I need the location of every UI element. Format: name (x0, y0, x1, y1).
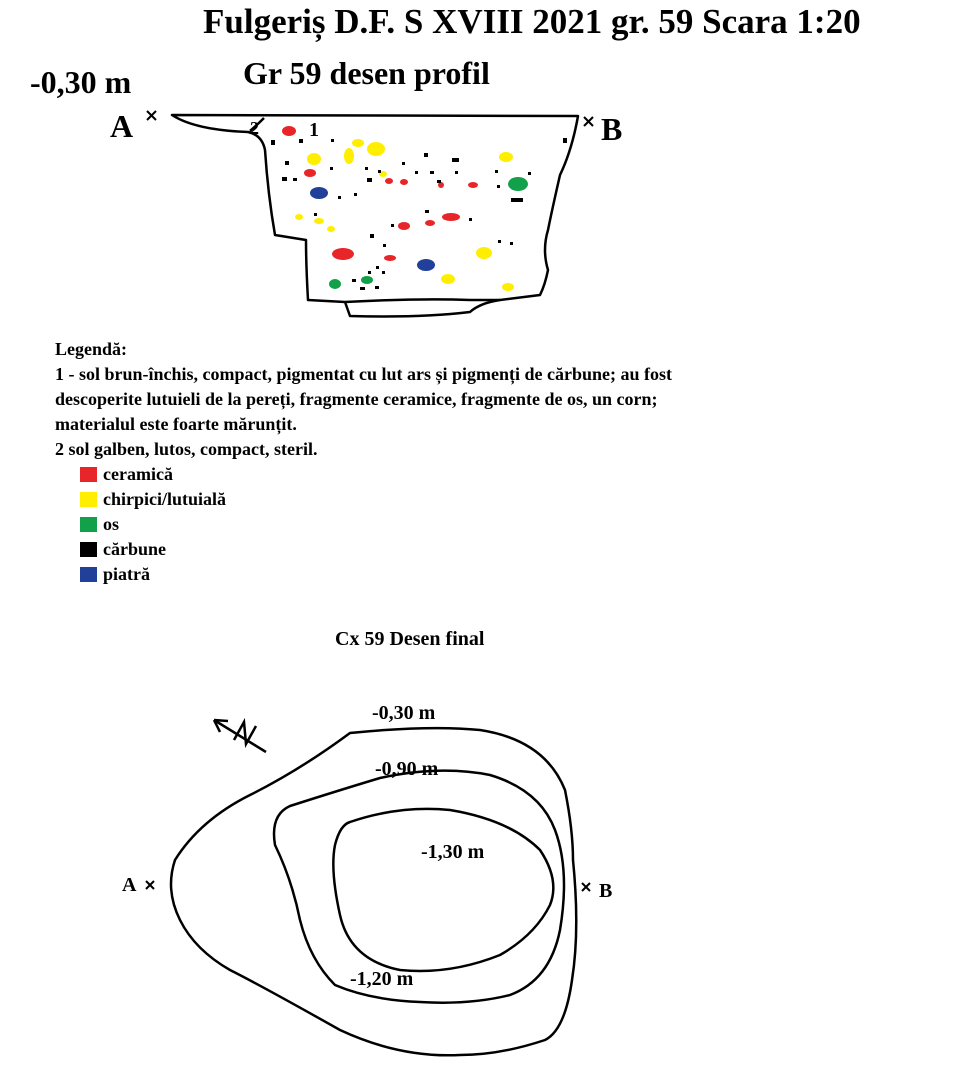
north-arrow-icon (214, 720, 266, 752)
contour-middle (274, 771, 564, 1003)
contour-inner (333, 809, 553, 971)
plan-point-a: A (122, 874, 137, 896)
legend-layer-1-description: 1 - sol brun-închis, compact, pigmentat cu lut ars și pigmenți de cărbune; au fost descoperite lutuieli de la pereți, fragmente ceramice, fragmente de os, un corn; materialul este foarte mărunțit. (55, 364, 673, 434)
legend-heading: Legendă: (55, 339, 127, 359)
plan-point-b: B (599, 880, 613, 902)
layer-2-label: 2 (250, 118, 259, 138)
main-title: Fulgeriș D.F. S XVIII 2021 gr. 59 Scara 1:20 (203, 2, 861, 41)
legend-item-label: cărbune (103, 539, 166, 559)
contour-label-inner: -1,30 m (421, 841, 485, 863)
section-title: Gr 59 desen profil (243, 55, 490, 91)
contour-label-outer: -0,30 m (372, 702, 436, 724)
legend-item-label: chirpici/lutuială (103, 489, 227, 509)
profile-point-a: A (110, 108, 134, 144)
legend-layer-2-description: 2 sol galben, lutos, compact, steril. (55, 439, 318, 459)
contour-label-bottom: -1,20 m (350, 968, 414, 990)
legend-item-label: ceramică (103, 464, 173, 484)
top-depth-label: -0,30 m (30, 64, 132, 100)
profile-point-b: B (601, 111, 623, 147)
plan-title: Cx 59 Desen final (335, 628, 485, 650)
contour-label-middle: -0,90 m (375, 758, 439, 780)
legend-item-label: os (103, 514, 120, 534)
legend-item-label: piatră (103, 564, 150, 584)
layer-1-label: 1 (309, 119, 319, 141)
contour-outer (171, 728, 576, 1055)
